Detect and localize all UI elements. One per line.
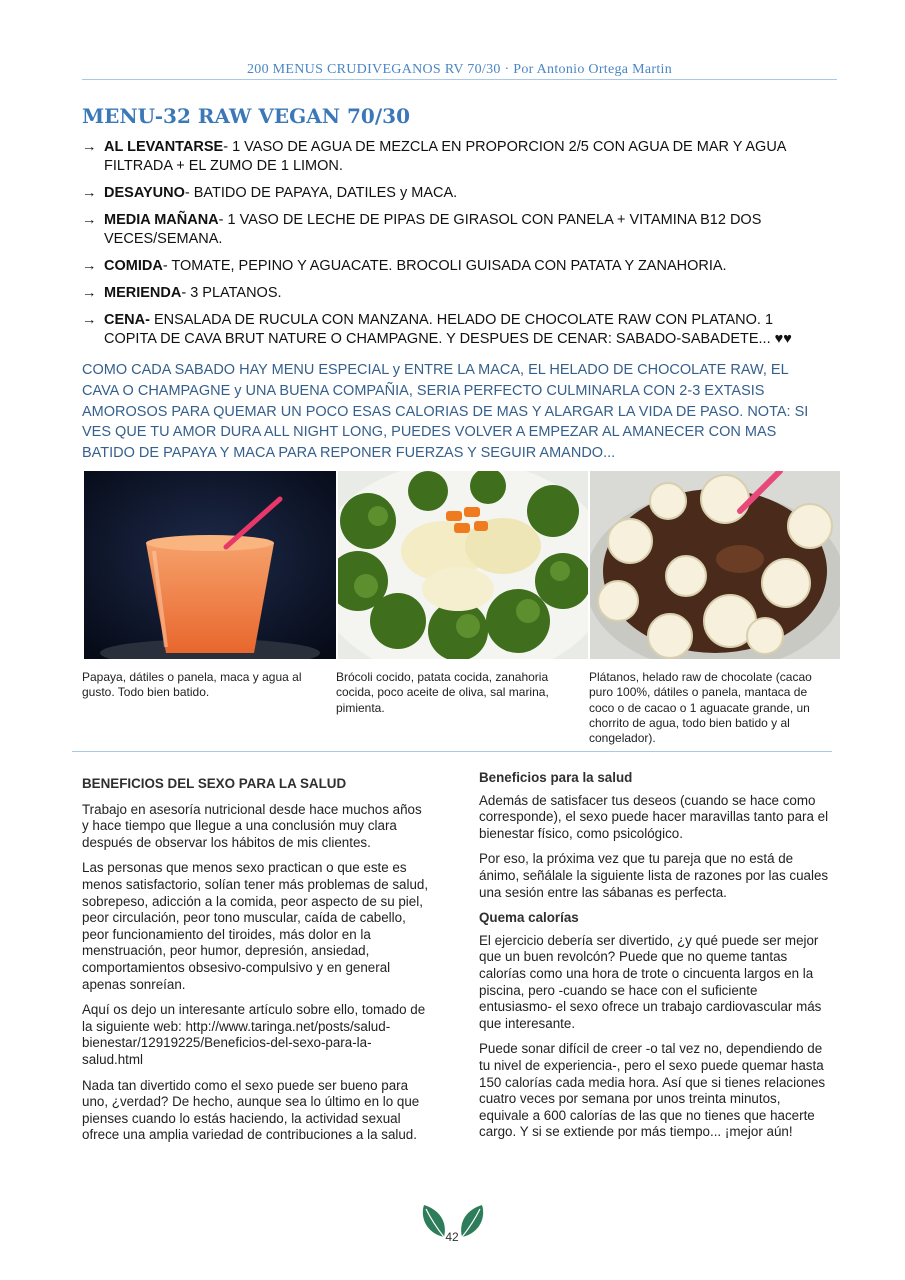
left-column xyxy=(82,776,432,1153)
arrow-right-icon: → xyxy=(82,285,97,301)
menu-item-label: CENA- xyxy=(104,312,150,328)
menu-item-label: MERIENDA xyxy=(104,285,182,301)
left-paragraph-4: Nada tan divertido como el sexo puede ser bueno para uno, ¿verdad? De hecho, aunque sea lo último en lo que pienses cuando lo estás haciendo, la actividad sexual ofrece una amplia variedad de contribuciones a la salud. xyxy=(82,1077,420,1143)
menu-item-comida xyxy=(82,257,822,276)
menu-item-label: MEDIA MAÑANA xyxy=(104,212,219,228)
page-number: 42 xyxy=(445,1230,459,1244)
photo-caption-3: Plátanos, helado raw de chocolate (cacao puro 100%, dátiles o panela, mantaca de coco o de cacao o 1 aguacate grande, un chorrito de agua, todo bien batido y al congelador). xyxy=(589,670,812,746)
running-header: 200 MENUS CRUDIVEGANOS RV 70/30 · Por Antonio Ortega Martin xyxy=(246,62,673,77)
left-paragraph-2: Las personas que menos sexo practican o que este es menos satisfactorio, solían tener más problemas de salud, sobrepeso, adicción a la comida, peor aspecto de su piel, peor circulación, peor tono muscular, caída de cabello, peor funcionamiento del tiroides, más dolor en la menstruación, peor humor, depresión, ansiedad, comportamientos obsesivo-compulsivo y en general apenas sonreían. xyxy=(82,860,429,992)
chocolate-banana-photo xyxy=(590,471,840,659)
menu-item-desayuno xyxy=(82,184,822,203)
arrow-right-icon: → xyxy=(82,139,97,155)
left-paragraph-1: Trabajo en asesoría nutricional desde hace muchos años y hace tiempo que llegue a una conclusión muy clara después de observar los hábitos de mis clientes. xyxy=(82,801,422,850)
arrow-right-icon: → xyxy=(82,212,97,228)
menu-item-text: - 1 VASO DE LECHE DE PIPAS DE GIRASOL CON PANELA + VITAMINA B12 DOS VECES/SEMANA. xyxy=(104,212,762,247)
photo-caption-2: Brócoli cocido, patata cocida, zanahoria cocida, poco aceite de oliva, sal marina, pimienta. xyxy=(336,670,549,715)
right-column-heading-1: Beneficios para la salud xyxy=(479,770,633,785)
menu-item-merienda xyxy=(82,284,822,303)
menu-item-text: - BATIDO DE PAPAYA, DATILES y MACA. xyxy=(184,185,458,201)
menu-item-label: DESAYUNO xyxy=(104,185,185,201)
section-divider xyxy=(72,751,832,752)
right-paragraph-1: Además de satisfacer tus deseos (cuando se hace como corresponde), el sexo puede hacer maravillas tanto para el bienestar físico, como psicológico. xyxy=(479,792,829,841)
menu-item-al-levantarse xyxy=(82,138,822,176)
menu-item-media-manana xyxy=(82,211,822,249)
menu-list xyxy=(82,138,822,357)
menu-item-text: - 3 PLATANOS. xyxy=(181,285,282,301)
menu-title: MENU-32 RAW VEGAN 70/30 xyxy=(82,104,410,128)
menu-item-text: ENSALADA DE RUCULA CON MANZANA. HELADO DE CHOCOLATE RAW CON PLATANO. 1 COPITA DE CAVA BRUT NATURE O CHAMPAGNE. Y DESPUES DE CENAR: SABADO-SABADETE... ♥♥ xyxy=(104,312,792,347)
right-column-heading-2: Quema calorías xyxy=(479,910,579,926)
right-paragraph-2: Por eso, la próxima vez que tu pareja que no está de ánimo, señálale la siguiente lista de razones por las cuales una sesión entre las sábanas es perfecta. xyxy=(479,851,829,900)
menu-intro-paragraph: COMO CADA SABADO HAY MENU ESPECIAL y ENTRE LA MACA, EL HELADO DE CHOCOLATE RAW, EL CAVA O CHAMPAGNE y UNA BUENA COMPAÑIA, SERIA PERFECTO CULMINARLA CON 2-3 EXTASIS AMOROSOS PARA QUEMAR UN POCO ESAS CALORIAS DE MAS Y ALARGAR LA VIDA DE PASO. NOTA: SI VES QUE TU AMOR DURA ALL NIGHT LONG, PUEDES VOLVER A EMPEZAR AL AMANECER CON MAS BATIDO DE PAPAYA Y MACA PARA REPONER FUERZAS Y SEGUIR AMANDO... xyxy=(82,362,809,462)
left-column-heading: BENEFICIOS DEL SEXO PARA LA SALUD xyxy=(82,776,347,791)
photo-strip xyxy=(84,471,840,659)
right-paragraph-3: El ejercicio debería ser divertido, ¿y qué puede ser mejor que un buen revolcón? Puede que no queme tantas calorías como una hora de trote o cincuenta largos en la piscina, pero -cuando se hace con el suficiente entusiasmo- el sexo ofrece un trabajo cardiovascular más que interesante. xyxy=(479,932,822,1031)
left-paragraph-3: Aquí os dejo un interesante artículo sobre ello, tomado de la siguiente web: http://www.taringa.net/posts/salud-bienestar/12919225/Beneficios-del-sexo-para-la-salud.html xyxy=(82,1002,426,1067)
broccoli-potato-photo xyxy=(338,471,588,659)
menu-item-label: AL LEVANTARSE xyxy=(104,139,224,155)
header-divider xyxy=(82,79,837,80)
menu-item-text: - 1 VASO DE AGUA DE MEZCLA EN PROPORCION 2/5 CON AGUA DE MAR Y AGUA FILTRADA + EL ZUMO DE 1 LIMON. xyxy=(104,139,786,174)
arrow-right-icon: → xyxy=(82,258,97,274)
menu-item-label: COMIDA xyxy=(104,258,163,274)
menu-item-text: - TOMATE, PEPINO Y AGUACATE. BROCOLI GUISADA CON PATATA Y ZANAHORIA. xyxy=(162,258,727,274)
right-column xyxy=(479,770,829,1150)
menu-item-cena xyxy=(82,311,822,349)
arrow-right-icon: → xyxy=(82,185,97,201)
right-paragraph-4: Puede sonar difícil de creer -o tal vez no, dependiendo de tu nivel de experiencia-, pero el sexo puede quemar hasta 150 calorías cada media hora. Así que si tienes relaciones cuatro veces por semana por unos treinta minutos, equivale a 600 calorías de las que no tienes que hacerte cargo. Y si se extiende por más tiempo... ¡mejor aún! xyxy=(479,1041,826,1140)
photo-caption-1: Papaya, dátiles o panela, maca y agua al gusto. Todo bien batido. xyxy=(82,670,302,700)
arrow-right-icon: → xyxy=(82,312,97,328)
papaya-smoothie-photo xyxy=(84,471,336,659)
